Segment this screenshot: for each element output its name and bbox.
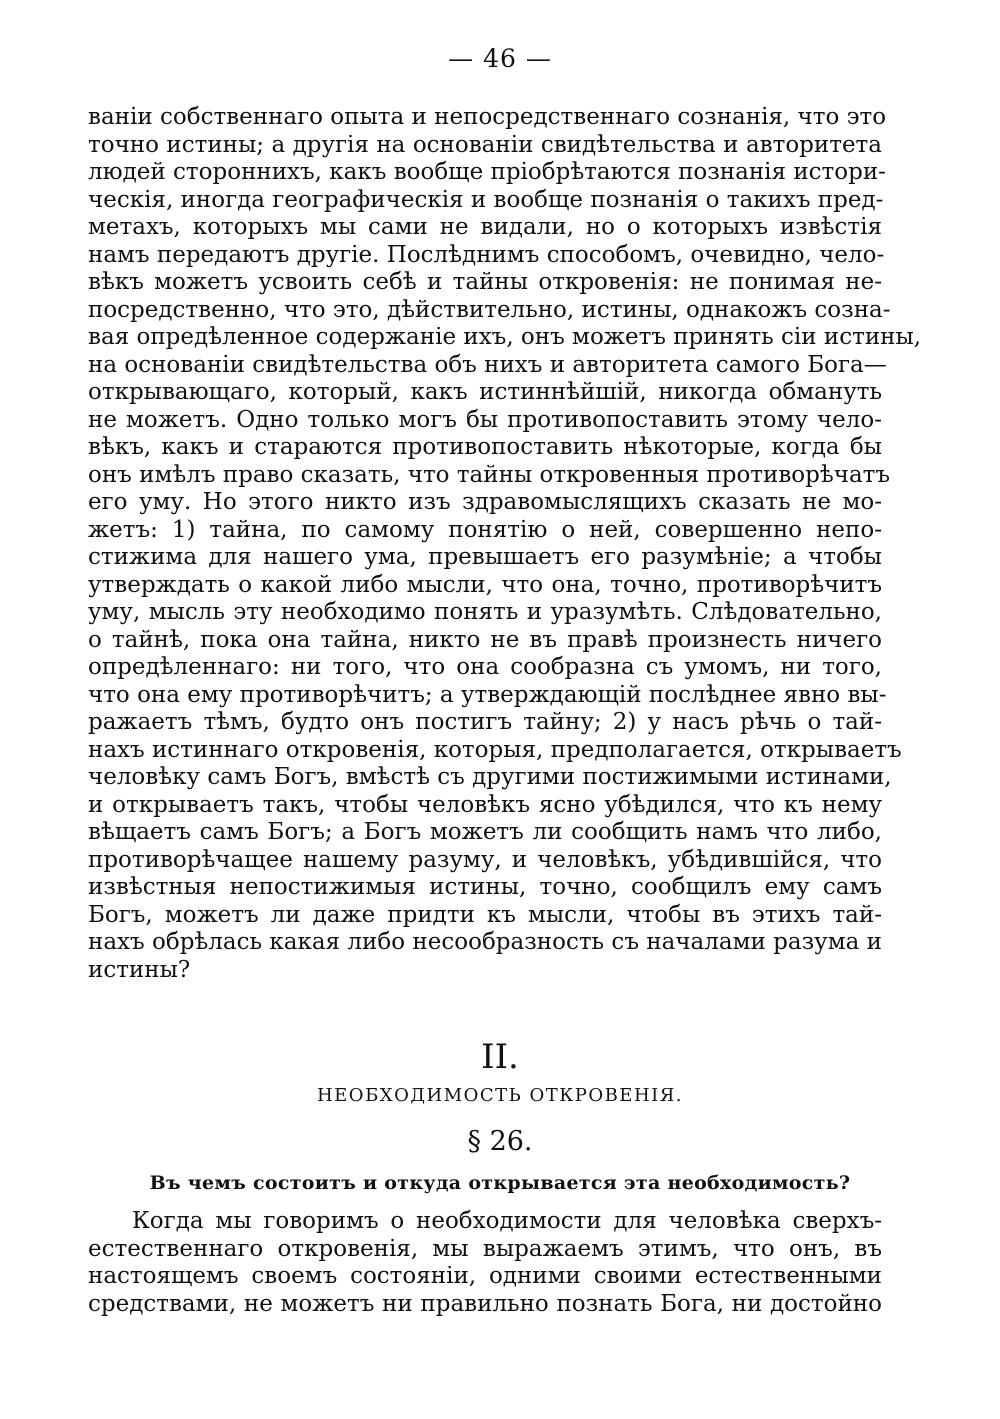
text-line: нахъ истиннаго откровенія, которыя, предполагается, открываетъ <box>88 736 902 763</box>
text-line: и открываетъ такъ, чтобы человѣкъ ясно убѣдился, что къ нему <box>88 791 882 818</box>
text-line: ваніи собственнаго опыта и непосредственнаго сознанія, что это <box>88 104 887 130</box>
text-line: ческія, иногда географическія и вообще познанія о такихъ пред- <box>88 186 884 213</box>
chapter-title: НЕОБХОДИМОСТЬ ОТКРОВЕНІЯ. <box>316 1085 684 1106</box>
text-line: опредѣленнаго: ни того, что она сообразна съ умомъ, ни того, <box>88 654 882 680</box>
text-line: онъ имѣлъ право сказать, что тайны откровенныя противорѣчатъ <box>88 461 891 488</box>
second-text-block <box>88 1208 882 1318</box>
section-number: II. <box>481 1037 519 1077</box>
text-line: естественнаго откровенія, мы выражаемъ этимъ, что онъ, въ <box>88 1235 882 1262</box>
text-line: точно истины; а другія на основаніи свидѣтельства и авторитета <box>88 131 882 158</box>
page-number: — 46 — <box>448 44 552 73</box>
text-line: намъ передаютъ другіе. Послѣднимъ способомъ, очевидно, чело- <box>88 241 885 268</box>
text-line: вая опредѣленное содержаніе ихъ, онъ можетъ принять сіи истины, <box>88 324 922 350</box>
text-line: его уму. Но этого никто изъ здравомыслящихъ сказать не мо- <box>88 489 882 515</box>
main-text-block <box>88 104 922 984</box>
text-line: Когда мы говоримъ о необходимости для человѣка сверхъ- <box>132 1208 882 1234</box>
text-line: жетъ: 1) тайна, по самому понятію о ней, совершенно непо- <box>88 516 882 543</box>
text-line: вѣкъ, какъ и стараются противопоставить нѣкоторые, когда бы <box>88 434 882 460</box>
text-line: утверждать о какой либо мысли, что она, точно, противорѣчитъ <box>88 571 882 598</box>
text-line: Богъ, можетъ ли даже придти къ мысли, чтобы въ этихъ тай- <box>88 901 882 928</box>
text-line: извѣстныя непостижимыя истины, точно, сообщилъ ему самъ <box>88 874 882 900</box>
text-line: что она ему противорѣчитъ; а утверждающій послѣднее явно вы- <box>88 681 887 708</box>
text-line: нахъ обрѣлась какая либо несообразность съ началами разума и <box>88 929 882 955</box>
text-line: людей стороннихъ, какъ вообще пріобрѣтаются познанія истори- <box>88 159 886 185</box>
text-line: о тайнѣ, пока она тайна, никто не въ правѣ произнесть ничего <box>88 626 882 653</box>
text-line: стижима для нашего ума, превышаетъ его разумѣніе; а чтобы <box>88 544 882 570</box>
text-line: вѣщаетъ самъ Богъ; а Богъ можетъ ли сообщить намъ что либо, <box>88 819 882 845</box>
text-line: человѣку самъ Богъ, вмѣстѣ съ другими постижимыми истинами, <box>88 764 892 790</box>
text-line: истины? <box>88 956 191 983</box>
text-line: открывающаго, который, какъ истиннѣйшій, никогда обмануть <box>88 379 882 405</box>
text-line: не можетъ. Одно только могъ бы противопоставить этому чело- <box>88 406 882 433</box>
text-line: на основаніи свидѣтельства объ нихъ и авторитета самого Бога— <box>88 351 887 378</box>
text-line: настоящемъ своемъ состояніи, одними своими естественными <box>88 1263 882 1289</box>
text-line: средствами, не можетъ ни правильно познать Бога, ни достойно <box>88 1290 882 1317</box>
paragraph-number: § 26. <box>467 1126 533 1157</box>
text-line: вѣкъ можетъ усвоить себѣ и тайны откровенія: не понимая не- <box>88 269 882 295</box>
text-line: уму, мысль эту необходимо понять и уразумѣть. Слѣдовательно, <box>88 599 882 625</box>
text-line: противорѣчащее нашему разуму, и человѣкъ, убѣдившійся, что <box>88 846 882 873</box>
text-line: метахъ, которыхъ мы сами не видали, но о которыхъ извѣстія <box>88 214 882 240</box>
text-line: посредственно, что это, дѣйствительно, истины, однакожъ созна- <box>88 296 891 323</box>
paragraph-subtitle: Въ чемъ состоитъ и откуда открывается эта необходимость? <box>149 1172 851 1194</box>
text-line: ражаетъ тѣмъ, будто онъ постигъ тайну; 2) у насъ рѣчь о тай- <box>88 709 882 735</box>
